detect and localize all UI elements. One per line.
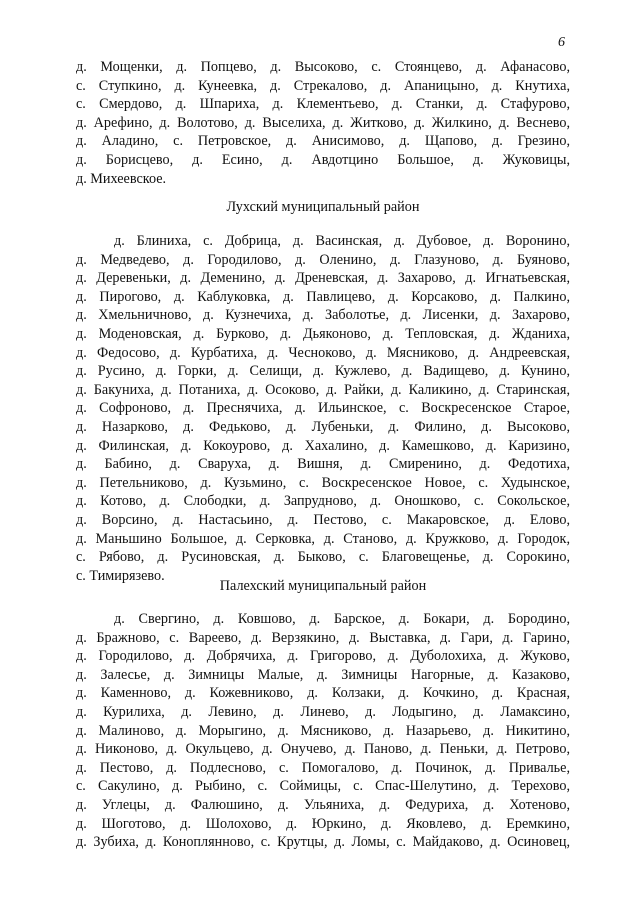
text-line: д. Борисцево, д. Есино, д. Авдотцино Большое, д. Жуковицы, xyxy=(76,151,570,168)
text-line: д. Деревеньки, д. Деменино, д. Дреневская, д. Захарово, д. Игнатьевская, xyxy=(76,270,570,287)
text-line: д. Малиново, д. Морыгино, д. Мясниково, д. Назарьево, д. Никитино, xyxy=(76,722,570,739)
section-heading-palekh-district: Палехский муниципальный район xyxy=(219,578,427,594)
text-line: д. Шоготово, д. Шолохово, д. Юркино, д. Яковлево, д. Еремкино, xyxy=(76,815,570,832)
settlement-list-continued xyxy=(76,58,570,188)
text-line: д. Софроново, д. Преснячиха, д. Ильинское, с. Воскресенское Старое, xyxy=(76,400,570,417)
settlement-list-lukh-district xyxy=(76,232,570,585)
text-line: д. Бабино, д. Сваруха, д. Вишня, д. Смиренино, д. Федотиха, xyxy=(76,456,570,473)
text-line: д. Бакуниха, д. Потаниха, д. Осоково, д. Райки, д. Каликино, д. Старинская, xyxy=(76,381,570,398)
text-line: д. Пестово, д. Подлесново, с. Помогалово, д. Починок, д. Привалье, xyxy=(76,759,570,776)
text-line: д. Свергино, д. Ковшово, д. Барское, д. Бокари, д. Бородино, xyxy=(114,611,570,627)
text-line: д. Михеевское. xyxy=(76,170,167,187)
text-line: д. Маньшино Большое, д. Серковка, д. Станово, д. Кружково, д. Городок, xyxy=(76,530,570,547)
text-line: д. Медведево, д. Городилово, д. Оленино, д. Глазуново, д. Буяново, xyxy=(76,251,570,268)
text-line: с. Сакулино, д. Рыбино, с. Соймицы, с. Спас-Шелутино, д. Терехово, xyxy=(76,778,570,795)
text-line: д. Ворсино, д. Настасьино, д. Пестово, с. Макаровское, д. Елово, xyxy=(76,511,570,528)
text-line: с. Тимирязево. xyxy=(76,567,165,584)
text-line: д. Залесье, д. Зимницы Малые, д. Зимницы Нагорные, д. Казаково, xyxy=(76,666,570,683)
text-line: д. Моденовская, д. Бурково, д. Дьяконово, д. Тепловская, д. Жданиха, xyxy=(76,325,570,342)
text-line: д. Петельниково, д. Кузьмино, с. Воскресенское Новое, с. Худынское, xyxy=(76,474,570,491)
page-number: 6 xyxy=(558,35,565,50)
text-line: с. Смердово, д. Шпариха, д. Клементьево, д. Станки, д. Стафурово, xyxy=(76,96,570,113)
text-line: д. Арефино, д. Волотово, д. Выселиха, д. Житково, д. Жилкино, д. Веснево, xyxy=(76,114,570,131)
text-line: д. Котово, д. Слободки, д. Запрудново, д. Оношково, с. Сокольское, xyxy=(76,493,570,510)
text-line: д. Никоново, д. Окульцево, д. Онучево, д. Паново, д. Пеньки, д. Петрово, xyxy=(76,741,570,758)
text-line: д. Назарково, д. Федьково, д. Лубеньки, д. Филино, д. Высоково, xyxy=(76,418,570,435)
section-heading-lukh-district: Лухский муниципальный район xyxy=(226,199,420,215)
text-line: д. Блиниха, с. Добрица, д. Васинская, д. Дубовое, д. Воронино, xyxy=(114,233,570,249)
text-line: с. Ступкино, д. Кунеевка, д. Стрекалово, д. Апаницыно, д. Кнутиха, xyxy=(76,77,570,94)
text-line: д. Городилово, д. Добрячиха, д. Григорово, д. Дуболохиха, д. Жуково, xyxy=(76,648,570,665)
text-line: д. Курилиха, д. Левино, д. Линево, д. Лодыгино, д. Ламаксино, xyxy=(76,703,570,720)
text-line: с. Рябово, д. Русиновская, д. Быково, с. Благовещенье, д. Сорокино, xyxy=(76,549,570,566)
text-line: д. Каменново, д. Кожевниково, д. Колзаки, д. Кочкино, д. Красная, xyxy=(76,685,570,702)
text-line: д. Пирогово, д. Каблуковка, д. Павлицево, д. Корсаково, д. Палкино, xyxy=(76,288,570,305)
text-line: д. Русино, д. Горки, д. Селищи, д. Кужлево, д. Вадищево, д. Кунино, xyxy=(76,363,570,380)
text-line: д. Зубиха, д. Коноплянново, с. Крутцы, д. Ломы, с. Майдаково, д. Осиновец, xyxy=(76,834,570,851)
text-line: д. Мощенки, д. Попцево, д. Высоково, с. Стоянцево, д. Афанасово, xyxy=(76,59,570,75)
settlement-list-palekh-district xyxy=(76,610,570,852)
text-line: д. Аладино, с. Петровское, д. Анисимово, д. Щапово, д. Грезино, xyxy=(76,133,570,150)
text-line: д. Бражново, с. Вареево, д. Верзякино, д. Выставка, д. Гари, д. Гарино, xyxy=(76,629,570,646)
text-line: д. Хмельничново, д. Кузнечиха, д. Заболотье, д. Лисенки, д. Захарово, xyxy=(76,307,570,324)
text-line: д. Федосово, д. Курбатиха, д. Чесноково, д. Мясниково, д. Андреевская, xyxy=(76,344,570,361)
text-line: д. Углецы, д. Фалюшино, д. Ульяниха, д. Федуриха, д. Хотеново, xyxy=(76,796,570,813)
text-line: д. Филинская, д. Кокоурово, д. Хахалино, д. Камешково, д. Каризино, xyxy=(76,437,570,454)
